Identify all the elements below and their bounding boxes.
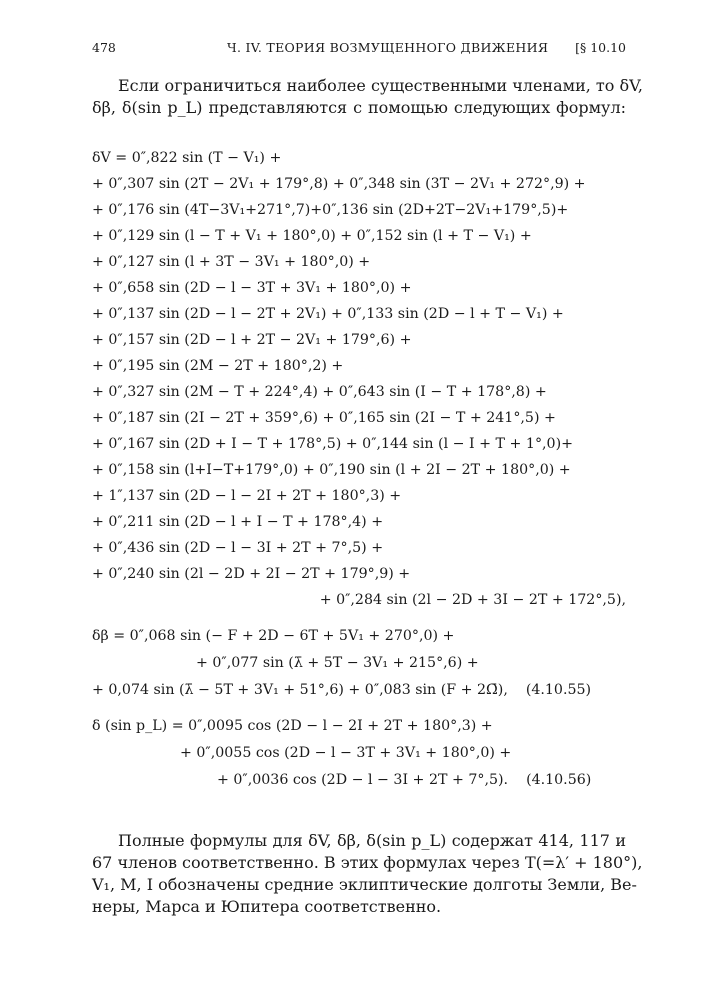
intro-line-2: δβ, δ(sin p_L) представляются с помощью следующих формул: — [92, 98, 626, 117]
formula-db-line-3-text: + 0,074 sin (λ̄ − 5T + 3V₁ + 51°,6) + 0″,083 sin (F + 2Ω̄), — [92, 682, 508, 698]
formula-dv-line-6: + 0″,658 sin (2D − l − 3T + 3V₁ + 180°,0) + — [92, 280, 412, 296]
formula-dv-line-12: + 0″,167 sin (2D + I − T + 178°,5) + 0″,144 sin (l − I + T + 1°,0)+ — [92, 436, 573, 452]
formula-dsin-line-3-text: + 0″,0036 cos (2D − l − 3I + 2T + 7°,5). — [217, 772, 509, 788]
intro-paragraph — [92, 75, 643, 119]
formula-dsin-line-1: δ (sin p_L) = 0″,0095 cos (2D − l − 2I + 2T + 180°,3) + — [92, 718, 493, 734]
closing-paragraph — [92, 830, 643, 918]
formula-dv-line-13: + 0″,158 sin (l+I−T+179°,0) + 0″,190 sin (l + 2I − 2T + 180°,0) + — [92, 462, 571, 478]
formula-dv-line-5: + 0″,127 sin (l + 3T − 3V₁ + 180°,0) + — [92, 254, 371, 270]
running-title: Ч. IV. ТЕОРИЯ ВОЗМУЩЕННОГО ДВИЖЕНИЯ — [227, 40, 549, 55]
closing-line-4: неры, Марса и Юпитера соответственно. — [92, 897, 442, 916]
formula-dv-line-16: + 0″,436 sin (2D − l − 3I + 2T + 7°,5) + — [92, 540, 384, 556]
formula-dv-line-14: + 1″,137 sin (2D − l − 2I + 2T + 180°,3) + — [92, 488, 402, 504]
intro-line-1: Если ограничиться наиболее существенными членами, то δV, — [118, 76, 643, 95]
formula-dsin-line-3 — [217, 772, 591, 788]
section-number: [§ 10.10 — [575, 40, 626, 55]
formula-dv-line-3: + 0″,176 sin (4T−3V₁+271°,7)+0″,136 sin (2D+2T−2V₁+179°,5)+ — [92, 202, 569, 218]
formula-db-line-1: δβ = 0″,068 sin (− F + 2D − 6T + 5V₁ + 270°,0) + — [92, 628, 455, 644]
formula-dv-line-17: + 0″,240 sin (2l − 2D + 2I − 2T + 179°,9) + — [92, 566, 411, 582]
formula-dv-line-18: + 0″,284 sin (2l − 2D + 3I − 2T + 172°,5), — [319, 592, 626, 608]
equation-number-4-10-56: (4.10.56) — [526, 772, 592, 788]
equation-number-4-10-55: (4.10.55) — [525, 682, 592, 698]
closing-line-1: Полные формулы для δV, δβ, δ(sin p_L) содержат 414, 117 и — [118, 831, 626, 850]
page-header — [92, 40, 626, 60]
formula-dv-line-11: + 0″,187 sin (2I − 2T + 359°,6) + 0″,165 sin (2I − T + 241°,5) + — [92, 410, 556, 426]
page-number: 478 — [92, 40, 116, 55]
formula-dsin-line-2: + 0″,0055 cos (2D − l − 3T + 3V₁ + 180°,0) + — [180, 745, 512, 761]
closing-line-3: V₁, M, I обозначены средние эклиптические долготы Земли, Ве- — [92, 875, 637, 894]
formula-dv-line-15: + 0″,211 sin (2D − l + I − T + 178°,4) + — [92, 514, 384, 530]
closing-line-2: 67 членов соответственно. В этих формулах через T(=λ′ + 180°), — [92, 853, 643, 872]
formula-dv-line-10: + 0″,327 sin (2M − T + 224°,4) + 0″,643 sin (I − T + 178°,8) + — [92, 384, 547, 400]
formula-dv-line-4: + 0″,129 sin (l − T + V₁ + 180°,0) + 0″,152 sin (l + T − V₁) + — [92, 228, 532, 244]
formula-dv-line-7: + 0″,137 sin (2D − l − 2T + 2V₁) + 0″,133 sin (2D − l + T − V₁) + — [92, 306, 564, 322]
formula-db-line-3 — [92, 682, 591, 698]
formula-dv-line-8: + 0″,157 sin (2D − l + 2T − 2V₁ + 179°,6) + — [92, 332, 412, 348]
formula-dv-line-2: + 0″,307 sin (2T − 2V₁ + 179°,8) + 0″,348 sin (3T − 2V₁ + 272°,9) + — [92, 176, 586, 192]
formula-db-line-2: + 0″,077 sin (λ̄ + 5T − 3V₁ + 215°,6) + — [196, 655, 479, 671]
formula-dv-line-1: δV = 0″,822 sin (T − V₁) + — [92, 150, 282, 166]
formula-dv-line-9: + 0″,195 sin (2M − 2T + 180°,2) + — [92, 358, 344, 374]
